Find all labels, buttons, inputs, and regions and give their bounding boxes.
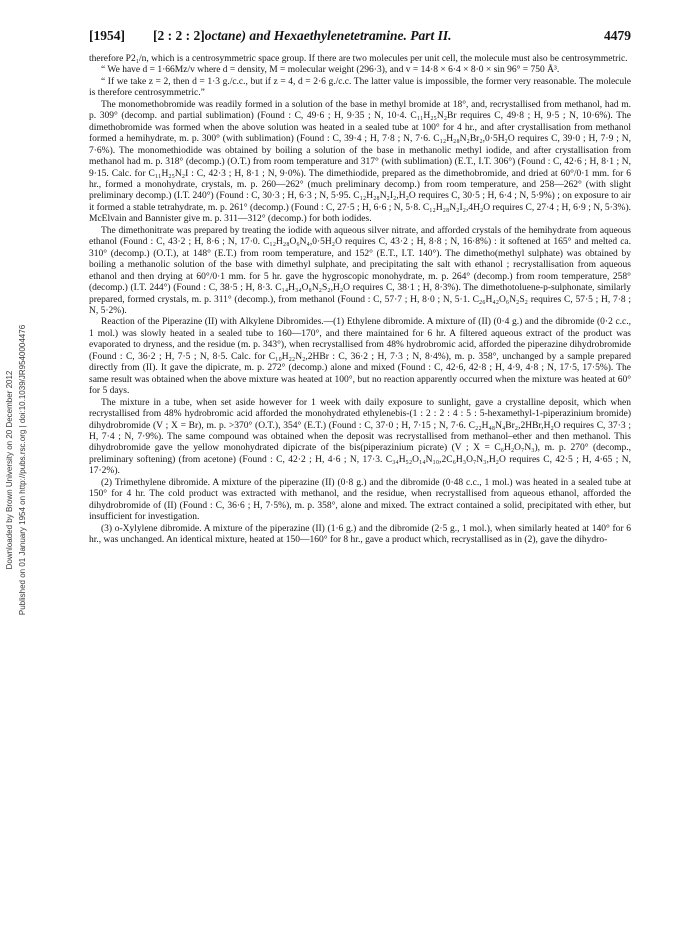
paragraph: Reaction of the Piperazine (II) with Alkylene Dibromides.—(1) Ethylene dibromide. A mixture of (II) (0·4 g.) and the dibromide (0·2 c.c., 1 mol.) was slowly heated in a sealed tube to 160—170°, and there maintained for 6 hr. A filtered aqueous extract of the product was evaporated to dryness, and the residue (m. p. 343°), when recrystallised from 48% hydrobromic acid, afforded the piperazine dihydrobromide (Found : C, 36·2 ; H, 7·5 ; N, 8·5. Calc. for C₁₀H₂₂N₂,2HBr : C, 36·2 ; H, 7·3 ; N, 8·4%), m. p. 358°, unchanged by a sample prepared directly from (II). It gave the dipicrate, m. p. 272° (decomp.) alone and mixed (Found : C, 42·6, 42·8 ; H, 4·9, 4·8 ; N, 17·5, 17·5%). The same result was obtained when the above mixture was heated at 100°, but no reaction apparently occurred when the mixture was heated at 60° for 5 days.: [89, 317, 631, 397]
paragraph: The mixture in a tube, when set aside however for 1 week with daily exposure to sunlight, gave a crystalline deposit, which when recrystallised from 48% hydrobromic acid afforded the monohydrated ethylenebis-(1 : 2 : 2 : 4 : 5 : 5-hexamethyl-1-piperazinium bromide) dihydrobromide (V ; X = Br), m. p. >370° (O.T.), 354° (E.T.) (Found : C, 37·0 ; H, 7·15 ; N, 7·6. C₂₂H₄₈N₄Br₂,2HBr,H₂O requires C, 37·3 ; H, 7·4 ; N, 7·9%). The same compound was obtained when the deposit was recrystallised from methanol–ether and then methanol. This dihydrobromide gave the yellow monohydrated dipicrate of the bis(piperazinium picrate) (V ; X = C₆H₂O₇N₃), m. p. 270° (decomp., preliminary softening) (from acetone) (Found : C, 42·2 ; H, 4·6 ; N, 17·3. C₃₄H₅₂O₁₄N₁₀,2C₆H₃O₇N₃,H₂O requires C, 42·5 ; H, 4·65 ; N, 17·2%).: [89, 397, 631, 477]
header-title-bracket: [2 : 2 : 2]: [153, 28, 205, 43]
published-watermark-link[interactable]: Published on 01 January 1954 on http://pubs.rsc.org | doi:10.1039/JR9540004476: [17, 324, 27, 616]
published-watermark[interactable]: [17, 324, 27, 616]
paragraph: The dimethonitrate was prepared by treating the iodide with aqueous silver nitrate, and afforded crystals of the hemihydrate from aqueous ethanol (Found : C, 43·2 ; H, 8·6 ; N, 17·0. C₁₂H₂₈O₆N₄,0·5H₂O requires C, 43·2 ; H, 8·8 ; N, 16·8%) : it softened at 165° and melted ca. 310° (decomp.) (O.T.), at 148° (E.T.) from room temperature, and 152° (E.T., I.T. 140°). The dimetho(methyl sulphate) was obtained by boiling a methanolic solution of the base with dimethyl sulphate, and precipitating the salt with ethanol ; recrystallisation from aqueous ethanol and then drying at 60°/0·1 mm. for 5 hr. gave the hygroscopic monohydrate, m. p. 264° (decomp.) from room temperature, 258° (decomp.) (I.T. 244°) (Found : C, 38·5 ; H, 8·3. C₁₄H₃₄O₈N₂S₂,H₂O requires C, 38·1 ; H, 8·3%). The dimethotoluene-p-sulphonate, similarly prepared, formed crystals, m. p. 311° (decomp.), from methanol (Found : C, 57·7 ; H, 8·0 ; N, 5·1. C₂₆H₄₂O₆N₂S₂ requires C, 57·5 ; H, 7·8 ; N, 5·2%).: [89, 225, 631, 316]
header-title-rest: octane) and Hexaethylenetetramine. Part II.: [204, 28, 452, 43]
article-body: [89, 54, 631, 546]
download-watermark: [4, 370, 14, 570]
paragraph: (3) o-Xylylene dibromide. A mixture of the piperazine (II) (1·6 g.) and the dibromide (2·5 g., 1 mol.), when similarly heated at 140° for 6 hr., was unchanged. An identical mixture, heated at 150—160° for 8 hr., gave a product which, recrystallised as in (2), gave the dihydro-: [89, 523, 631, 546]
paragraph: “ If we take z = 2, then d = 1·3 g./c.c., but if z = 4, d = 2·6 g./c.c. The latter value is impossible, the former very reasonable. The molecule is therefore centrosymmetric.”: [89, 76, 631, 99]
paragraph: (2) Trimethylene dibromide. A mixture of the piperazine (II) (0·8 g.) and the dibromide (0·48 c.c., 1 mol.) was heated in a sealed tube at 150° for 4 hr. The cold product was extracted with methanol, and the residue, when recrystallised from aqueous ethanol, afforded the dihydrobromide of (II) (Found : C, 36·6 ; H, 7·5%), m. p. 358°, alone and mixed. The extract contained a solid, precipitated with ether, but insufficient for investigation.: [89, 477, 631, 523]
header-title: [153, 28, 451, 44]
paragraph: “ We have d = 1·66Mz/v where d = density, M = molecular weight (296·3), and v = 14·8 × 6·4 × 8·0 × sin 96° = 750 Å³.: [101, 65, 560, 76]
paragraph: therefore P2₁/n, which is a centrosymmetric space group. If there are two molecules per unit cell, the molecule must also be centrosymmetric.: [89, 54, 628, 64]
running-header: [89, 28, 631, 50]
header-year: [1954]: [89, 28, 125, 43]
paragraph: The monomethobromide was readily formed in a solution of the base in methyl bromide at 18°, and, recrystallised from methanol, had m. p. 309° (decomp. and partial sublimation) (Found : C, 49·6 ; H, 9·35 ; N, 10·4. C₁₁H₂₅N₂Br requires C, 49·8 ; H, 9·5 ; N, 10·6%). The dimethobromide was formed when the above solution was heated in a sealed tube at 100° for 4 hr., and after crystallisation from methanol formed a hemihydrate, m. p. 300° (with sublimation) (Found : C, 39·4 ; H, 7·8 ; N, 7·6. C₁₂H₂₈N₂Br₂,0·5H₂O requires C, 39·0 ; H, 7·9 ; N, 7·6%). The monomethiodide was obtained by boiling a solution of the base in methanolic methyl iodide, and after crystallisation from methanol had m. p. 318° (decomp.) (O.T.) from room temperature and 317° (with sublimation) (E.T., I.T. 306°) (Found : C, 42·6 ; H, 8·1 ; N, 9·15. Calc. for C₁₁H₂₅N₂I : C, 42·3 ; H, 8·1 ; N, 9·0%). The dimethiodide, prepared as the dimethobromide, and dried at 60°/0·1 mm. for 6 hr., formed a monohydrate, crystals, m. p. 260—262° (much preliminary decomp.) from room temperature, and 258—262° (with slight preliminary decomp.) (I.T. 240°) (Found : C, 30·3 ; H, 6·3 ; N, 5·95. C₁₂H₂₈N₂I₂,H₂O requires C, 30·5 ; H, 6·4 ; N, 5·9%) ; on exposure to air it formed a stable tetrahydrate, m. p. 261° (decomp.) (Found : C, 27·5 ; H, 6·6 ; N, 5·8. C₁₂H₂₈N₂I₂,4H₂O requires C, 27·4 ; H, 6·9 ; N, 5·3%). McElvain and Bannister give m. p. 311—312° (decomp.) for both iodides.: [89, 99, 631, 225]
page-number: 4479: [604, 28, 631, 43]
download-watermark-text: Downloaded by Brown University on 20 December 2012: [4, 370, 14, 570]
